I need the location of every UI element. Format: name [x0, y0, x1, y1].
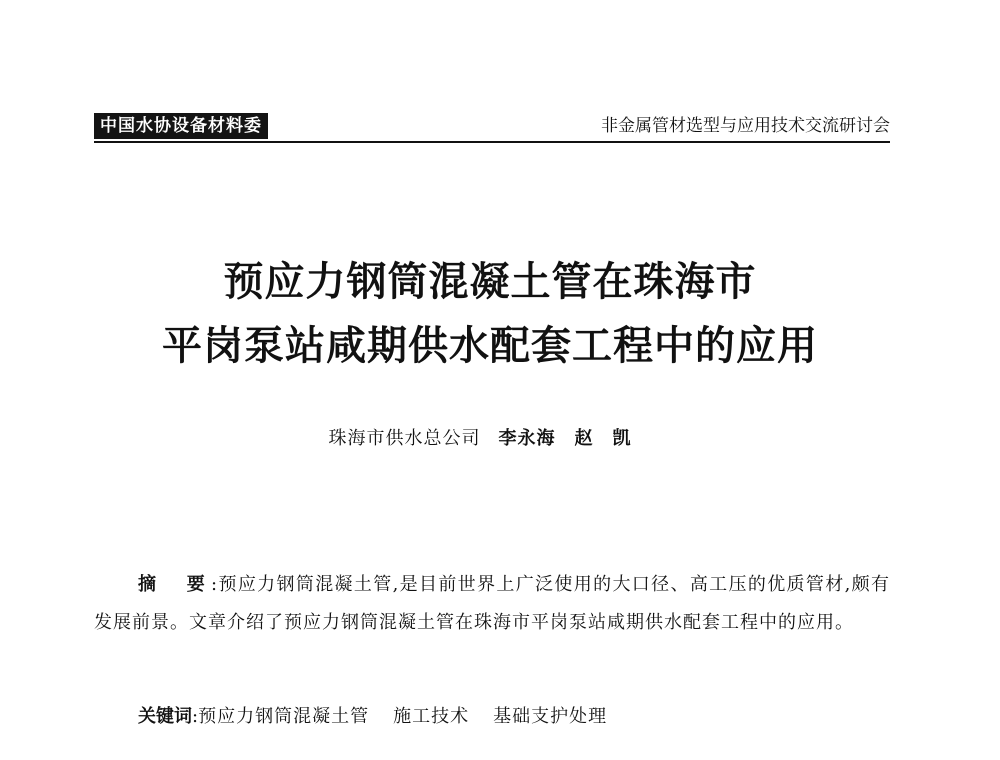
abstract-label: 摘 要	[138, 574, 212, 595]
author-block	[0, 426, 980, 452]
abstract-text: 预应力钢筒混凝土管,是目前世界上广泛使用的大口径、高工压的优质管材,颇有发展前景。文章介绍了预应力钢筒混凝土管在珠海市平岗泵站咸期供水配套工程中的应用。	[94, 574, 890, 633]
keyword-item: 施工技术	[393, 706, 470, 727]
page-header	[94, 113, 890, 143]
keyword-item: 预应力钢筒混凝土管	[198, 706, 370, 727]
title-line-1: 预应力钢筒混凝土管在珠海市	[223, 258, 757, 305]
header-rule	[94, 141, 890, 143]
publisher-badge: 中国水协设备材料委	[94, 113, 268, 139]
author-names: 李永海 赵 凯	[498, 428, 632, 449]
keywords	[138, 702, 631, 732]
title-line-2: 平岗泵站咸期供水配套工程中的应用	[162, 322, 818, 369]
keywords-colon: :	[192, 706, 199, 727]
affiliation: 珠海市供水总公司	[328, 428, 481, 449]
abstract	[94, 566, 890, 642]
abstract-colon: :	[211, 574, 219, 595]
keyword-item: 基础支护处理	[493, 706, 608, 727]
conference-name: 非金属管材选型与应用技术交流研讨会	[601, 116, 890, 136]
keywords-label: 关键词	[138, 706, 192, 727]
